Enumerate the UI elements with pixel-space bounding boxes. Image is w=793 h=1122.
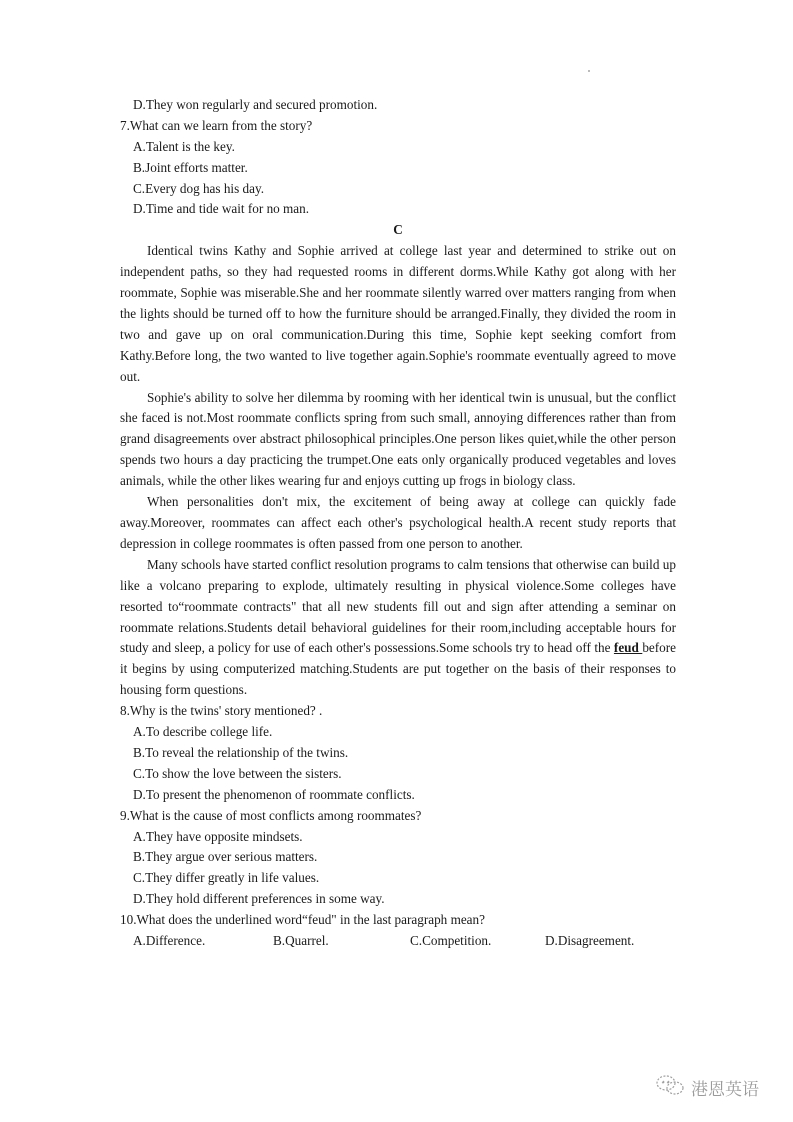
q7-option-b: B.Joint efforts matter. [133,159,248,175]
passage-paragraph-3 [120,492,676,555]
q6-option-d: D.They won regularly and secured promotion. [133,97,378,112]
passage-paragraph-4 [120,555,676,701]
q7-question: 7.What can we learn from the story? [120,117,313,133]
paragraph-text: When personalities don't mix, the excitement of being away at college can quickly fade away.Moreover, roommates can affect each other's psychological health.A recent study reports that depression in college roommates is often passed from one person to another. [120,494,676,551]
q8-option-d: D.To present the phenomenon of roommate conflicts. [133,786,415,802]
q10-question: 10.What does the underlined word“feud" in the last paragraph mean? [120,912,485,928]
watermark [655,1074,759,1101]
q10-option-d: D.Disagreement. [545,932,635,948]
q10-options [120,931,676,952]
watermark-text: 港恩英语 [691,1080,759,1100]
q7-option-d: D.Time and tide wait for no man. [133,201,310,217]
q9-option-c: C.They differ greatly in life values. [133,870,320,886]
q7-option-a: A.Talent is the key. [133,138,235,154]
q8-question: 8.Why is the twins' story mentioned? . [120,703,323,719]
q10-option-a: A.Difference. [133,932,206,948]
paragraph-text: before it begins by using computerized matching.Students are put together on the basis of their responses to housing form questions. [120,640,676,698]
q10-option-b: B.Quarrel. [273,932,329,948]
paragraph-text: Sophie's ability to solve her dilemma by rooming with her identical twin is unusual, but the conflict she faced is not.Most roommate conflicts spring from such small, annoying differences rather than from grand disagreements over abstract philosophical principles.One person likes quiet,while the other person spends two hours a day practicing the trumpet.One eats only organically produced vegetables and loves animals, while the other likes wearing fur and enjoys cutting up frogs in biology class. [120,389,676,489]
q8-option-a: A.To describe college life. [133,724,273,740]
wechat-icon [655,1074,685,1101]
scan-speck [588,70,590,72]
q7-option-c: C.Every dog has his day. [133,180,264,196]
paragraph-text: Many schools have started conflict resolution programs to calm tensions that otherwise can build up like a volcano preparing to explode, ultimately resulting in physical violence.Some colleges have resorted to“roommate contracts" that all new students fill out and sign after attending a seminar on roommate relations.Students detail behavioral guidelines for their room,including acceptable hours for study and sleep, a policy for use of each other's possessions.Some schools try to head off the [120,556,676,656]
q9-option-a: A.They have opposite mindsets. [133,828,303,844]
paragraph-text: Identical twins Kathy and Sophie arrived at college last year and determined to strike out on independent paths, so they had requested rooms in different dorms.While Kathy got along with her roommate, Sophie was miserable.She and her roommate silently warred over matters ranging from when the lights should be turned off to how the furniture should be arranged.Finally, they divided the room in two and gave up on oral communication.During this time, Sophie kept seeking comfort from Kathy.Before long, the two wanted to live together again.Sophie's roommate eventually agreed to move out. [120,243,676,384]
q8-option-b: B.To reveal the relationship of the twins. [133,744,349,760]
q8-option-c: C.To show the love between the sisters. [133,765,342,781]
section-heading: C [393,222,403,238]
exam-page [120,95,676,952]
q9-option-d: D.They hold different preferences in some way. [133,891,385,907]
q9-question: 9.What is the cause of most conflicts among roommates? [120,807,422,823]
passage-paragraph-1 [120,241,676,387]
q9-option-b: B.They argue over serious matters. [133,849,318,865]
underlined-word-feud: feud [613,640,643,656]
q10-option-c: C.Competition. [410,932,492,948]
passage-paragraph-2 [120,388,676,493]
